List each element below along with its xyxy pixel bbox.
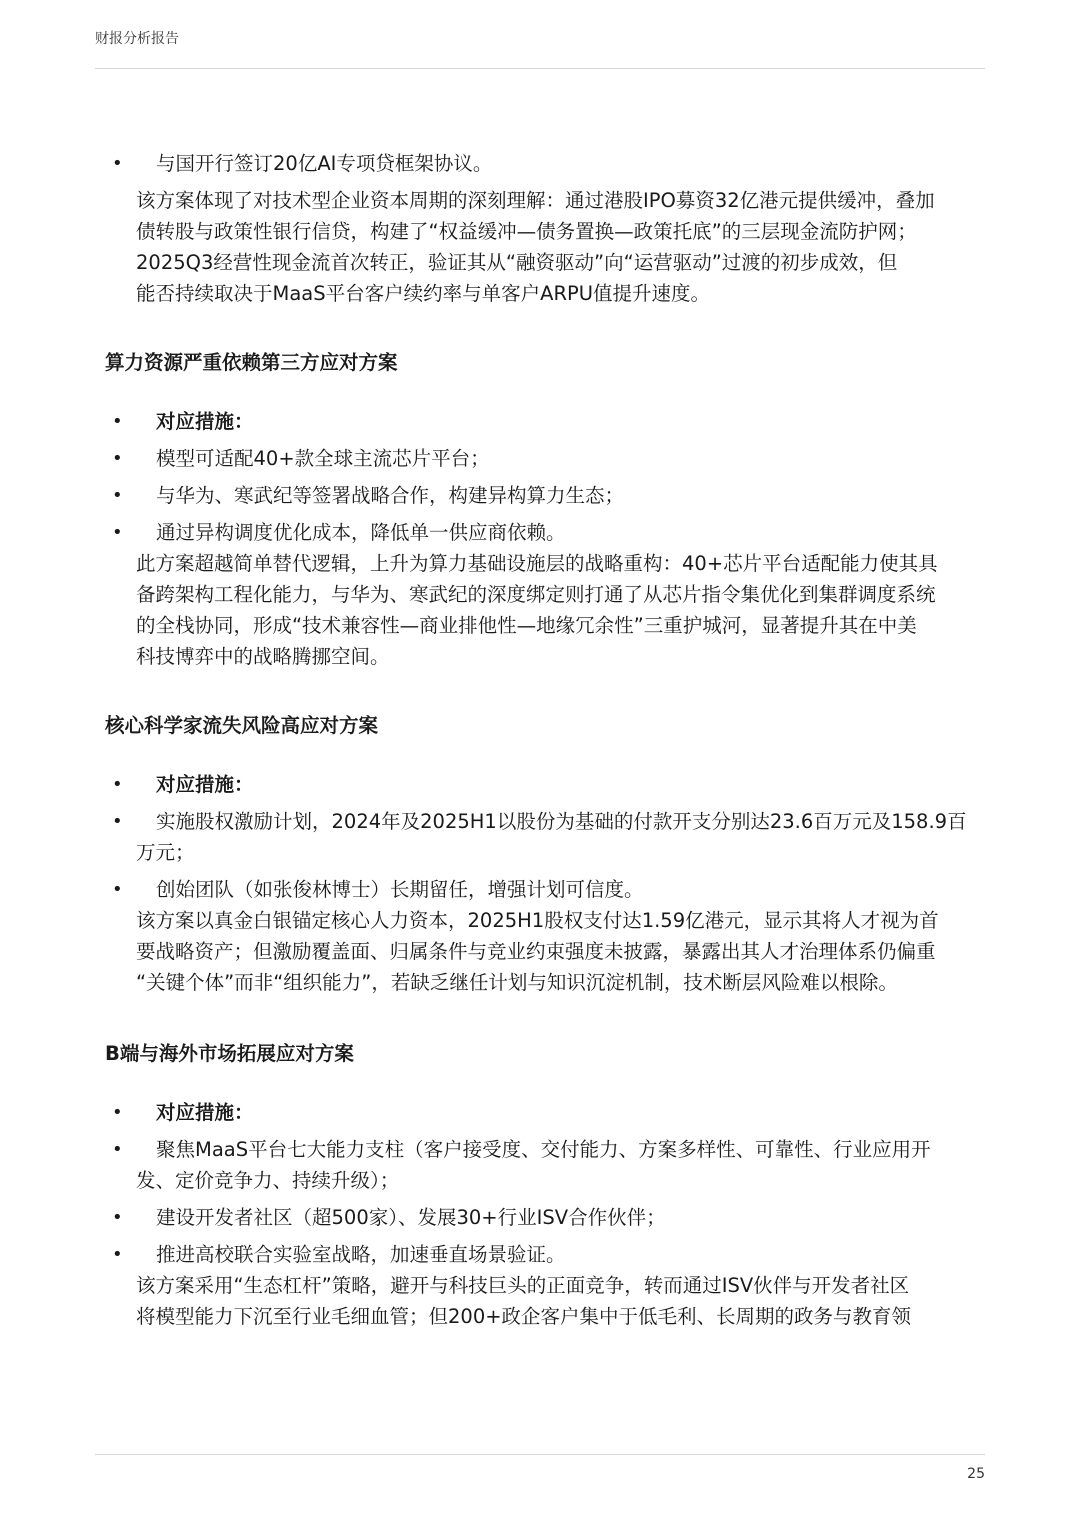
list-item [105,480,980,511]
list-item-text: 通过异构调度优化成本，降低单一供应商依赖。 [156,521,566,544]
report-header-title: 财报分析报告 [95,31,179,47]
paragraph-line: 的全栈协同，形成“技术兼容性—商业排他性—地缘冗余性”三重护城河，显著提升其在中美 [136,614,917,637]
measures-label: 对应措施： [156,1101,254,1124]
line-part: 万元； [136,841,195,864]
bullet-dot: • [112,879,123,900]
list-item [105,769,980,800]
bullet-dot: • [112,522,123,543]
list-item-text: 推进高校联合实验室战略，加速垂直场景验证。 [156,1243,566,1266]
list-item [105,874,980,905]
section-heading: 核心科学家流失风险高应对方案 [105,714,379,737]
list-item-text: 建设开发者社区（超500家）、发展30+行业ISV合作伙伴； [156,1206,666,1229]
bullet-dot: • [112,1102,123,1123]
footer-divider [95,1454,985,1455]
paragraph-line: 此方案超越简单替代逻辑，上升为算力基础设施层的战略重构：40+芯片平台适配能力使其具 [136,552,938,575]
bullet-dot: • [112,1207,123,1228]
measures-label: 对应措施： [156,410,254,433]
list-item [105,1239,980,1270]
list-item-text: 与华为、寒武纪等签署战略合作，构建异构算力生态； [156,484,625,507]
list-item-text: 创始团队（如张俊林博士）长期留任，增强计划可信度。 [156,878,644,901]
list-item [105,1202,980,1233]
analysis-paragraph [105,905,980,998]
list-item [105,1134,980,1196]
line-part: 聚焦MaaS平台七大能力支柱（客户接受度、交付能力、方案多样性、可靠性、行业应用开 [156,1138,931,1161]
line-part: 实施股权激励计划，2024年及2025H1以股份为基础的付款开支分别达23.6百万元及158.9百 [156,810,967,833]
bullet-dot: • [112,448,123,469]
paragraph-line: 债转股与政策性银行信贷，构建了“权益缓冲—债务置换—政策托底”的三层现金流防护网； [136,220,917,243]
paragraph-line: 2025Q3经营性现金流首次转正，验证其从“融资驱动”向“运营驱动”过渡的初步成效，但 [136,251,898,274]
page-number: 25 [967,1466,985,1482]
paragraph-line: 该方案体现了对技术型企业资本周期的深刻理解：通过港股IPO募资32亿港元提供缓冲，叠加 [136,189,935,212]
paragraph-line: 将模型能力下沉至行业毛细血管；但200+政企客户集中于低毛利、长周期的政务与教育领 [136,1305,912,1328]
paragraph-line: 该方案采用“生态杠杆”策略，避开与科技巨头的正面竞争，转而通过ISV伙伴与开发者社区 [136,1274,910,1297]
line-part: 发、定价竞争力、持续升级）； [136,1169,400,1192]
bullet-dot: • [112,153,123,174]
analysis-paragraph [105,548,980,672]
bullet-dot: • [112,811,123,832]
bullet-dot: • [112,1139,123,1160]
paragraph-line: 能否持续取决于MaaS平台客户续约率与单客户ARPU值提升速度。 [136,282,711,305]
section-heading: B端与海外市场拓展应对方案 [105,1042,354,1065]
list-item [105,806,980,868]
analysis-paragraph [105,185,980,309]
analysis-paragraph [105,1270,980,1332]
header-divider [95,68,985,69]
paragraph-line: 要战略资产；但激励覆盖面、归属条件与竞业约束强度未披露，暴露出其人才治理体系仍偏重 [136,940,936,963]
bullet-dot: • [112,1244,123,1265]
measures-label: 对应措施： [156,773,254,796]
bullet-dot: • [112,485,123,506]
list-item-text: 模型可适配40+款全球主流芯片平台； [156,447,490,470]
list-item [105,517,980,548]
paragraph-line: 备跨架构工程化能力，与华为、寒武纪的深度绑定则打通了从芯片指令集优化到集群调度系统 [136,583,936,606]
paragraph-line: 该方案以真金白银锚定核心人力资本，2025H1股权支付达1.59亿港元，显示其将人才视为首 [136,909,939,932]
section-heading: 算力资源严重依赖第三方应对方案 [105,351,398,374]
bullet-dot: • [112,411,123,432]
list-item [105,443,980,474]
page-content [105,148,980,1332]
list-item-text: 与国开行签订20亿AI专项贷框架协议。 [156,152,493,175]
bullet-dot: • [112,774,123,795]
list-item-text [136,1134,980,1196]
paragraph-line: 科技博弈中的战略腾挪空间。 [136,645,390,668]
list-item [105,1097,980,1128]
list-item-text [136,806,980,868]
list-item [105,148,980,179]
paragraph-line: “关键个体”而非“组织能力”，若缺乏继任计划与知识沉淀机制，技术断层风险难以根除。 [136,971,898,994]
list-item [105,406,980,437]
